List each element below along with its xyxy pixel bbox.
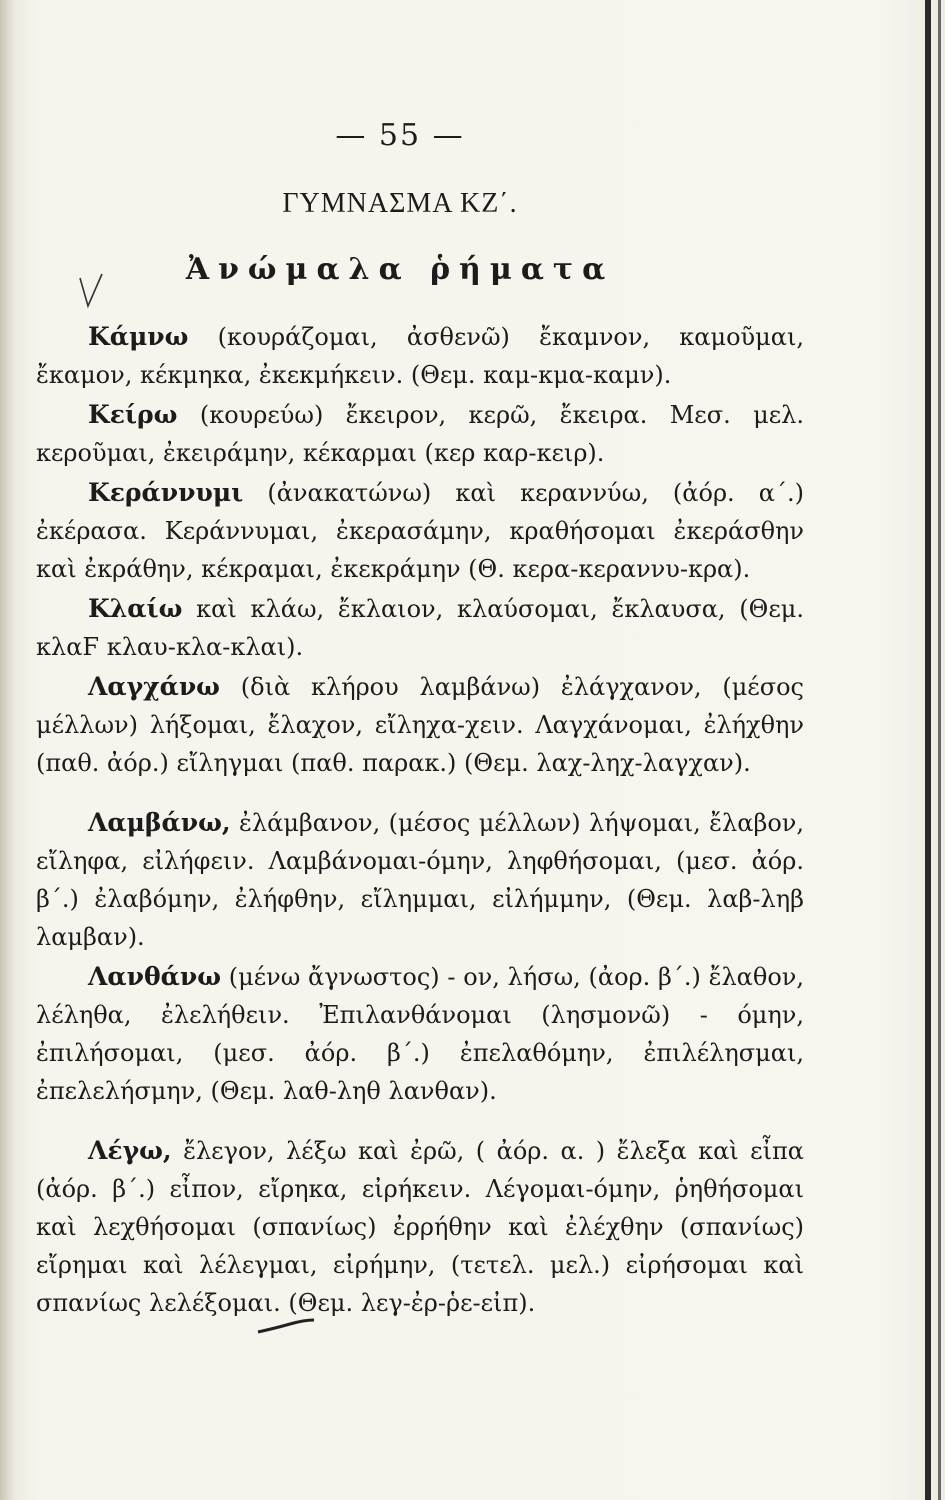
verb-forms: (διὰ κλήρου λαμβάνω) ἐλάγχανον, (μέσος μέλλων) λήξομαι, ἔλαχον, εἴληχα-χειν. Λαγχάνομαι, ἐλήχθην (παθ. ἀόρ.) εἴληγμαι (παθ. παρακ.) (Θεμ. λαχ-ληχ-λαγχαν). bbox=[36, 673, 804, 777]
scan-edge-line bbox=[938, 0, 941, 1500]
verb-headword: Κάμνω bbox=[88, 322, 189, 351]
verb-forms: (μένω ἄγνωστος) - ον, λήσω, (ἀορ. β΄.) ἔλαθον, λέληθα, ἐλελήθειν. Ἐπιλανθάνομαι (λησμονῶ) - όμην, ἐπιλήσομαι, (μεσ. ἀόρ. β΄.) ἐπελαθόμην, ἐπιλέλησμαι, ἐπελελήσμην, (Θεμ. λαθ-ληθ λανθαν). bbox=[36, 963, 804, 1105]
section-title: ΓΥΜΝΑΣΜΑ ΚΖ΄. bbox=[282, 188, 518, 219]
scan-edge-bar bbox=[925, 0, 931, 1500]
verb-entry bbox=[36, 474, 804, 588]
verb-forms: ἔλεγον, λέξω καὶ ἐρῶ, ( ἀόρ. α. ) ἔλεξα καὶ εἶπα (ἀόρ. β΄.) εἶπον, εἴρηκα, εἰρήκειν. Λέγομαι-όμην, ῥηθήσομαι καὶ λεχθήσομαι (σπανίως) ἐρρήθην καὶ ἐλέχθην (σπανίως) εἴρημαι καὶ λέλεγμαι, εἰρήμην, (τετελ. μελ.) εἰρήσομαι καὶ σπανίως λελέξομαι. (Θεμ. λεγ-ἐρ-ῥε-εἰπ). bbox=[36, 1137, 804, 1317]
verb-entry bbox=[36, 396, 804, 472]
verb-entry bbox=[36, 804, 804, 956]
verb-headword: Κλαίω bbox=[88, 594, 183, 623]
verb-entry bbox=[36, 318, 804, 394]
verb-headword: Λαμβάνω, bbox=[88, 808, 231, 837]
verb-forms: (κουρεύω) ἔκειρον, κερῶ, ἔκειρα. Μεσ. μελ. κεροῦμαι, ἐκειράμην, κέκαρμαι (κερ καρ-κειρ). bbox=[36, 401, 804, 467]
verb-forms: (ἀνακατώνω) καὶ κεραννύω, (ἀόρ. α΄.) ἐκέρασα. Κεράννυμαι, ἐκερασάμην, κραθήσομαι ἐκεράσθην καὶ ἐκράθην, κέκραμαι, ἐκεκράμην (Θ. κερα-κεραννυ-κρα). bbox=[36, 479, 804, 583]
verb-forms: (κουράζομαι, ἀσθενῶ) ἔκαμνον, καμοῦμαι, ἔκαμον, κέκμηκα, ἐκεκμήκειν. (Θεμ. καμ-κμα-καμν). bbox=[36, 323, 804, 389]
verb-headword: Κεράννυμι bbox=[88, 478, 244, 507]
verb-forms: ἐλάμβανον, (μέσος μέλλων) λήψομαι, ἔλαβον, εἴληφα, εἰλήφειν. Λαμβάνομαι-όμην, ληφθήσομαι, (μεσ. ἀόρ. β΄.) ἐλαβόμην, ἐλήφθην, εἴλημμαι, εἰλήμμην, (Θεμ. λαβ-ληβ λαμβαν). bbox=[36, 809, 804, 951]
verb-headword: Λανθάνω bbox=[88, 962, 222, 991]
verb-entry bbox=[36, 958, 804, 1110]
handwritten-check-mark bbox=[78, 272, 104, 312]
ink-smudge bbox=[256, 1318, 316, 1334]
verb-entry bbox=[36, 1132, 804, 1322]
verb-entries bbox=[36, 318, 804, 1322]
verb-entry bbox=[36, 668, 804, 782]
verb-entry bbox=[36, 590, 804, 666]
verb-headword: Λέγω, bbox=[88, 1136, 172, 1165]
section-subtitle: Ἀνώμαλα ῥήματα bbox=[185, 252, 615, 287]
verb-forms: καὶ κλάω, ἔκλαιον, κλαύσομαι, ἔκλαυσα, (Θεμ. κλαϜ κλαυ-κλα-κλαι). bbox=[36, 595, 804, 661]
page-gutter bbox=[0, 0, 16, 1500]
verb-headword: Κείρω bbox=[88, 400, 178, 429]
page-number: — 55 — bbox=[335, 118, 465, 153]
verb-headword: Λαγχάνω bbox=[88, 672, 220, 701]
